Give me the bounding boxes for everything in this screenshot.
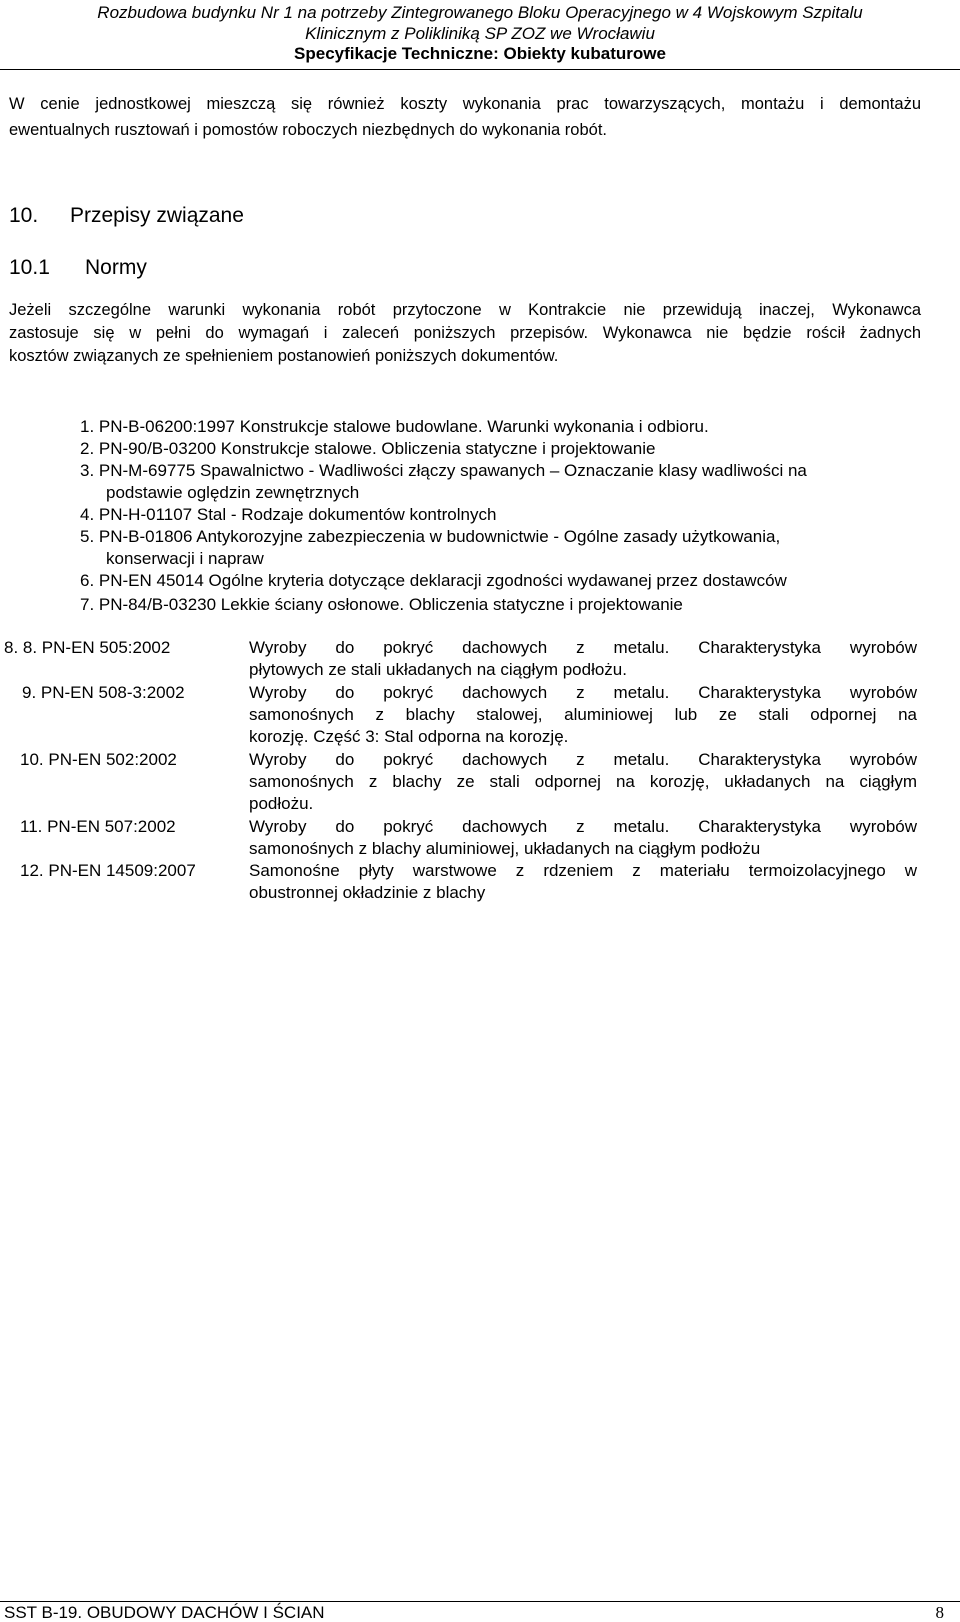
- norm-code: 11. PN-EN 507:2002: [20, 817, 176, 836]
- footer-title: SST B-19. OBUDOWY DACHÓW I ŚCIAN: [4, 1603, 325, 1622]
- norm-description: Samonośne płyty warstwowe z rdzeniem z materiału termoizolacyjnego w obustronnej okładzinie z blachy: [249, 861, 917, 902]
- header-line-2: Klinicznym z Polikliniką SP ZOZ we Wrocławiu: [305, 24, 655, 43]
- list-item: 2. PN-90/B-03200 Konstrukcje stalowe. Obliczenia statyczne i projektowanie: [80, 439, 656, 458]
- intro-line-1: W cenie jednostkowej mieszczą się również koszty wykonania prac towarzyszących, montażu i demontażu: [9, 95, 921, 113]
- norm-code: 9. PN-EN 508-3:2002: [22, 683, 185, 702]
- section-title: Przepisy związane: [70, 204, 244, 227]
- header-rule: [0, 69, 960, 70]
- norm-description: Wyroby do pokryć dachowych z metalu. Charakterystyka wyrobów samonośnych z blachy aluminiowej, układanych na ciągłym podłożu: [249, 817, 917, 858]
- paragraph-line-1: Jeżeli szczególne warunki wykonania robót przytoczone w Kontrakcie nie przewidują inaczej, Wykonawca: [9, 301, 921, 319]
- norm-description: Wyroby do pokryć dachowych z metalu. Charakterystyka wyrobów płytowych ze stali układanych na ciągłym podłożu.: [249, 638, 917, 679]
- list-item: 3. PN-M-69775 Spawalnictwo - Wadliwości złączy spawanych – Oznaczanie klasy wadliwości na: [80, 461, 807, 480]
- norm-description: Wyroby do pokryć dachowych z metalu. Charakterystyka wyrobów samonośnych z blachy ze stali odpornej na korozję, układanych na ciągłym podłożu.: [249, 750, 917, 813]
- page-number: 8: [935, 1603, 944, 1622]
- list-item: 4. PN-H-01107 Stal - Rodzaje dokumentów kontrolnych: [80, 505, 497, 524]
- header-line-1: Rozbudowa budynku Nr 1 na potrzeby Zintegrowanego Bloku Operacyjnego w 4 Wojskowym Szpitalu: [97, 3, 863, 22]
- norm-description: Wyroby do pokryć dachowych z metalu. Charakterystyka wyrobów samonośnych z blachy stalowej, aluminiowej lub ze stali odpornej na korozję. Część 3: Stal odporna na korozję.: [249, 683, 917, 746]
- list-item: 5. PN-B-01806 Antykorozyjne zabezpieczenia w budownictwie - Ogólne zasady użytkowania,: [80, 527, 781, 546]
- norm-code: 12. PN-EN 14509:2007: [20, 861, 196, 880]
- subsection-number: 10.1: [9, 256, 50, 279]
- list-item: 7. PN-84/B-03230 Lekkie ściany osłonowe. Obliczenia statyczne i projektowanie: [80, 595, 683, 614]
- list-item-continuation: podstawie oględzin zewnętrznych: [106, 483, 360, 502]
- list-item: 1. PN-B-06200:1997 Konstrukcje stalowe budowlane. Warunki wykonania i odbioru.: [80, 417, 709, 436]
- section-number: 10.: [9, 204, 39, 227]
- intro-line-2: ewentualnych rusztowań i pomostów roboczych niezbędnych do wykonania robót.: [9, 121, 608, 139]
- list-item-continuation: konserwacji i napraw: [106, 549, 264, 568]
- list-item: 6. PN-EN 45014 Ogólne kryteria dotyczące deklaracji zgodności wydawanej przez dostawców: [80, 571, 787, 590]
- norm-code: 10. PN-EN 502:2002: [20, 750, 177, 769]
- paragraph-line-2: zastosuje się w pełni do wymagań i zaleceń poniższych przepisów. Wykonawca nie będzie rościł żadnych: [9, 324, 921, 342]
- paragraph-line-3: kosztów związanych ze spełnieniem postanowień poniższych dokumentów.: [9, 347, 559, 365]
- header-line-3: Specyfikacje Techniczne: Obiekty kubaturowe: [294, 44, 666, 63]
- norm-code: 8. 8. PN-EN 505:2002: [4, 638, 171, 657]
- subsection-title: Normy: [85, 256, 147, 279]
- footer-rule: [0, 1601, 960, 1602]
